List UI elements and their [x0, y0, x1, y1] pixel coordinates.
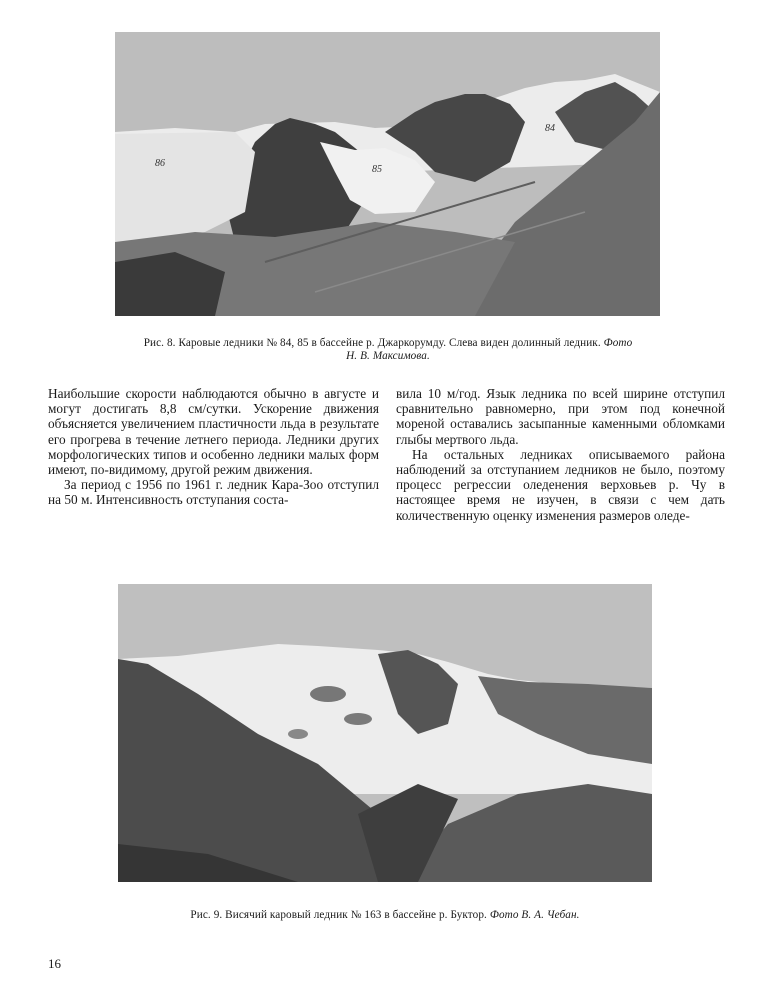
- text-column-left: [48, 386, 379, 508]
- paragraph: вила 10 м/год. Язык ледника по всей ширине отступил сравнительно равномерно, при этом под конечной мореной оставались засыпанные каменными обломками глыбы мертвого льда.: [396, 386, 725, 447]
- figure-8-caption: [112, 337, 664, 363]
- figure-8-credit-label: Фото: [603, 337, 633, 349]
- figure-8-credit-name: Н. В. Максимова.: [346, 350, 430, 362]
- figure-9-photo: [118, 584, 652, 882]
- glacier-label-86: 86: [155, 158, 165, 169]
- text-column-right: [396, 386, 725, 523]
- figure-9-caption: [118, 909, 652, 922]
- glacier-label-84: 84: [545, 123, 555, 134]
- figure-8-photo: [115, 32, 660, 316]
- paragraph: На остальных ледниках описываемого района наблюдений за отступанием ледников не было, поэтому процесс регрессии оледенения верховьев р. Чу в настоящее время не изучен, в связи с чем дать количественную оценку изменения размеров оледе-: [396, 446, 725, 523]
- paragraph: За период с 1956 по 1961 г. ледник Кара-Зоо отступил на 50 м. Интенсивность отступания соста-: [48, 477, 379, 508]
- figure-9-caption-text: Рис. 9. Висячий каровый ледник № 163 в бассейне р. Буктор.: [190, 909, 487, 921]
- paragraph: Наибольшие скорости наблюдаются обычно в августе и могут достигать 8,8 см/сутки. Ускорение движения объясняется увеличением пластичности льда в результате его прогрева в течение летнего периода. Ледники других морфологических типов и особенно ледники малых форм имеют, по-видимому, другой режим движения.: [48, 386, 379, 478]
- glacier-label-85: 85: [372, 164, 382, 175]
- figure-9-credit: Фото В. А. Чебан.: [489, 909, 580, 921]
- page-number: 16: [48, 956, 61, 971]
- figure-8-caption-text: Рис. 8. Каровые ледники № 84, 85 в бассейне р. Джаркорумду. Слева виден долинный ледник.: [143, 337, 601, 349]
